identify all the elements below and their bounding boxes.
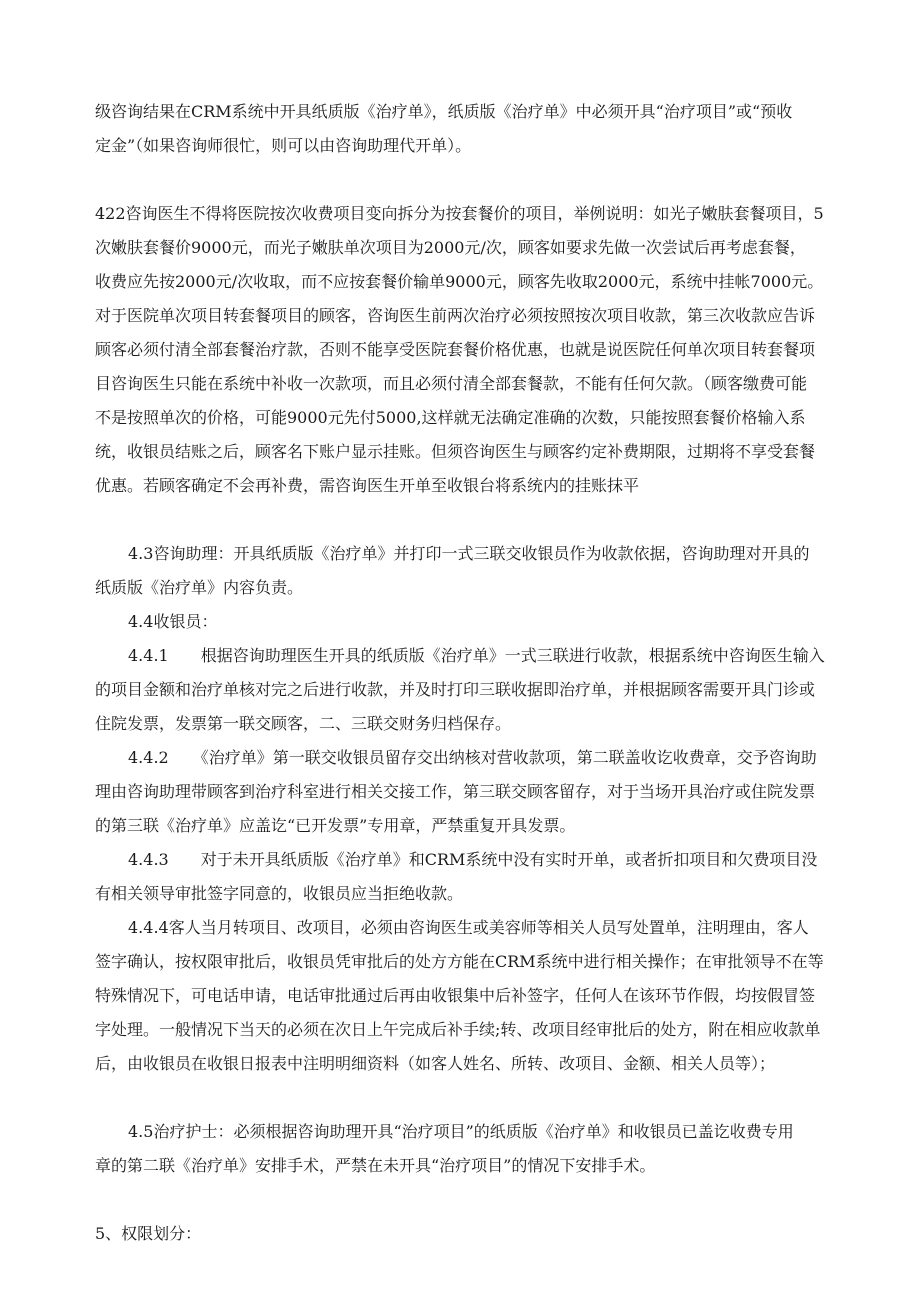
- section-heading: 5、权限划分：: [95, 1224, 202, 1243]
- text-line: 的项目金额和治疗单核对完之后进行收款，并及时打印三联收据即治疗单，并根据顾客需要开具门诊或: [95, 680, 816, 699]
- text-line: 签字确认，按权限审批后，收银员凭审批后的处方方能在CRM系统中进行相关操作；在审批领导不在等: [95, 952, 824, 971]
- text-line: 4.4.4客人当月转项目、改项目，必须由咨询医生或美容师等相关人员写处置单，注明理由，客人: [128, 918, 809, 937]
- text-line: 不是按照单次的价格，可能9000元先付5000,这样就无法确定准确的次数，只能按照套餐价格输入系: [95, 408, 806, 427]
- text-line: 4.3咨询助理：开具纸质版《治疗单》并打印一式三联交收银员作为收款依据，咨询助理对开具的: [128, 544, 810, 563]
- text-line: 定金”（如果咨询师很忙，则可以由咨询助理代开单）。: [95, 136, 472, 155]
- text-line: 优惠。若顾客确定不会再补费，需咨询医生开单至收银台将系统内的挂账抹平: [95, 476, 640, 495]
- text-line: 级咨询结果在CRM系统中开具纸质版《治疗单》，纸质版《治疗单》中必须开具“治疗项目”或“预收: [95, 102, 793, 121]
- section-heading: 4.4收银员：: [128, 612, 218, 631]
- text-line: 后，由收银员在收银日报表中注明明细资料（如客人姓名、所转、改项目、金额、相关人员等）；: [95, 1054, 776, 1073]
- text-line: 住院发票，发票第一联交顾客，二、三联交财务归档保存。: [95, 714, 512, 733]
- text-line: 统，收银员结账之后，顾客名下账户显示挂账。但须咨询医生与顾客约定补费期限，过期将不享受套餐: [95, 442, 816, 461]
- text-line: 特殊情况下，可电话申请，电话审批通过后再由收银集中后补签字，任何人在该环节作假，均按假冒签: [95, 986, 816, 1005]
- text-line: 理由咨询助理带顾客到治疗科室进行相关交接工作，第三联交顾客留存，对于当场开具治疗或住院发票: [95, 782, 816, 801]
- text-line: 目咨询医生只能在系统中补收一次款项，而且必须付清全部套餐款，不能有任何欠款。（顾客缴费可能: [95, 374, 808, 393]
- text-line: 4.5治疗护士：必须根据咨询助理开具“治疗项目”的纸质版《治疗单》和收银员已盖讫收费专用: [128, 1122, 794, 1141]
- text-line: 对于医院单次项目转套餐项目的顾客，咨询医生前两次治疗必须按照按次项目收款，第三次收款应告诉: [95, 306, 816, 325]
- text-line: 4.4.3 对于未开具纸质版《治疗单》和CRM系统中没有实时开单，或者折扣项目和欠费项目没: [128, 850, 818, 869]
- text-line: 4.4.1 根据咨询助理医生开具的纸质版《治疗单》一式三联进行收款，根据系统中咨询医生输入: [128, 646, 825, 665]
- text-line: 纸质版《治疗单》内容负责。: [95, 578, 304, 597]
- text-line: 收费应先按2000元/次收取，而不应按套餐价输单9000元，顾客先收取2000元，系统中挂帐7000元。: [95, 272, 824, 291]
- text-line: 有相关领导审批签字同意的，收银员应当拒绝收款。: [95, 884, 464, 903]
- text-line: 字处理。一般情况下当天的必须在次日上午完成后补手续;转、改项目经审批后的处方，附在相应收款单: [95, 1020, 821, 1039]
- text-line: 422咨询医生不得将医院按次收费项目变向拆分为按套餐价的项目，举例说明：如光子嫩肤套餐项目，5: [95, 204, 824, 223]
- text-line: 次嫩肤套餐价9000元，而光子嫩肤单次项目为2000元/次，顾客如要求先做一次尝试后再考虑套餐，: [95, 238, 806, 257]
- text-line: 章的第二联《治疗单》安排手术，严禁在未开具“治疗项目”的情况下安排手术。: [95, 1156, 656, 1175]
- text-line: 的第三联《治疗单》应盖讫“已开发票”专用章，严禁重复开具发票。: [95, 816, 576, 835]
- text-line: 4.4.2 《治疗单》第一联交收银员留存交出纳核对营收款项，第二联盖收讫收费章，交予咨询助: [128, 748, 817, 767]
- text-line: 顾客必须付清全部套餐治疗款，否则不能享受医院套餐价格优惠，也就是说医院任何单次项目转套餐项: [95, 340, 816, 359]
